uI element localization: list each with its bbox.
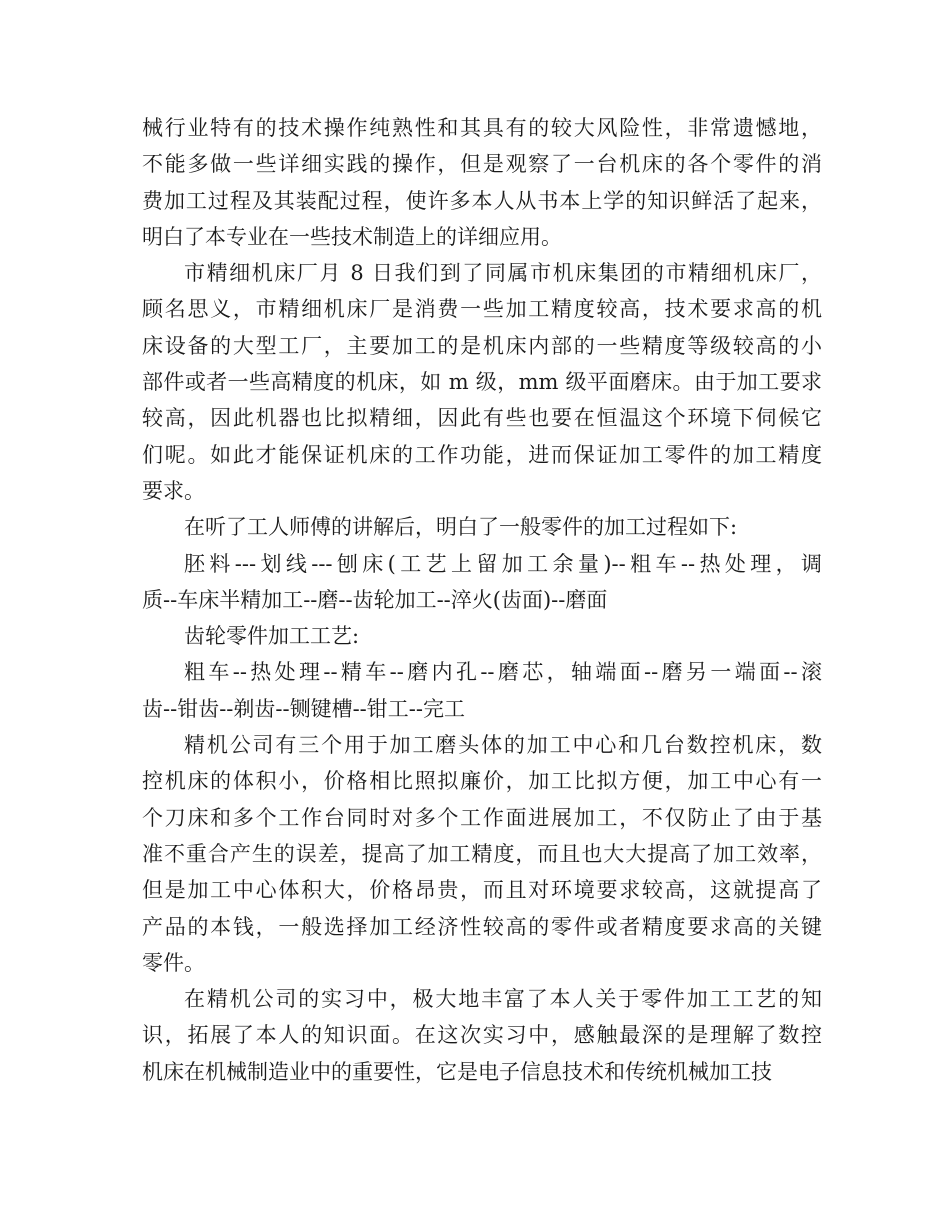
- text-line: 质--车床半精加工--磨--齿轮加工--淬火(齿面)--磨面: [142, 587, 608, 612]
- text-line: 准不重合产生的误差，提高了加工精度，而且也大大提高了加工效率，: [142, 841, 822, 866]
- text-line: 顾名思义，市精细机床厂是消费一些加工精度较高，技术要求高的机: [142, 297, 822, 322]
- text-line: 要求。: [142, 478, 205, 503]
- text-line: 精机公司有三个用于加工磨头体的加工中心和几台数控机床，数: [184, 733, 822, 758]
- text-line: 齿轮零件加工工艺:: [184, 624, 360, 649]
- text-line: 胚料---划线---刨床(工艺上留加工余量)--粗车--热处理，调: [184, 551, 822, 576]
- text-line: 明白了本专业在一些技术制造上的详细应用。: [142, 224, 562, 249]
- text-line: 齿--钳齿--剃齿--铡键槽--钳工--完工: [142, 696, 465, 721]
- text-line: 较高，因此机器也比拟精细，因此有些也要在恒温这个环境下伺候它: [142, 406, 822, 431]
- text-line: 在听了工人师傅的讲解后，明白了一般零件的加工过程如下:: [184, 515, 738, 540]
- text-line: 们呢。如此才能保证机床的工作功能，进而保证加工零件的加工精度: [142, 442, 822, 467]
- document-body: [142, 110, 822, 1090]
- text-line: 产品的本钱，一般选择加工经济性较高的零件或者精度要求高的关键: [142, 914, 822, 939]
- text-line: 粗车--热处理--精车--磨内孔--磨芯，轴端面--磨另一端面--滚: [184, 660, 822, 685]
- text-line: 识，拓展了本人的知识面。在这次实习中，感触最深的是理解了数控: [142, 1023, 822, 1048]
- text-line: 个刀床和多个工作台同时对多个工作面进展加工，不仅防止了由于基: [142, 805, 822, 830]
- text-line: 零件。: [142, 950, 205, 975]
- text-line: 但是加工中心体积大，价格昂贵，而且对环境要求较高，这就提高了: [142, 878, 822, 903]
- text-line: 床设备的大型工厂，主要加工的是机床内部的一些精度等级较高的小: [142, 333, 822, 358]
- text-line: 市精细机床厂月 8 日我们到了同属市机床集团的市精细机床厂，: [184, 261, 822, 286]
- text-line: 费加工过程及其装配过程，使许多本人从书本上学的知识鲜活了起来，: [142, 188, 822, 213]
- text-line: 控机床的体积小，价格相比照拟廉价，加工比拟方便，加工中心有一: [142, 769, 822, 794]
- text-line: 部件或者一些高精度的机床，如 m 级，mm 级平面磨床。由于加工要求: [142, 370, 822, 395]
- text-line: 不能多做一些详细实践的操作，但是观察了一台机床的各个零件的消: [142, 152, 822, 177]
- text-line: 机床在机械制造业中的重要性，它是电子信息技术和传统机械加工技: [142, 1059, 772, 1084]
- text-line: 械行业特有的技术操作纯熟性和其具有的较大风险性，非常遗憾地，: [142, 116, 822, 140]
- text-line: 在精机公司的实习中，极大地丰富了本人关于零件加工工艺的知: [184, 987, 822, 1012]
